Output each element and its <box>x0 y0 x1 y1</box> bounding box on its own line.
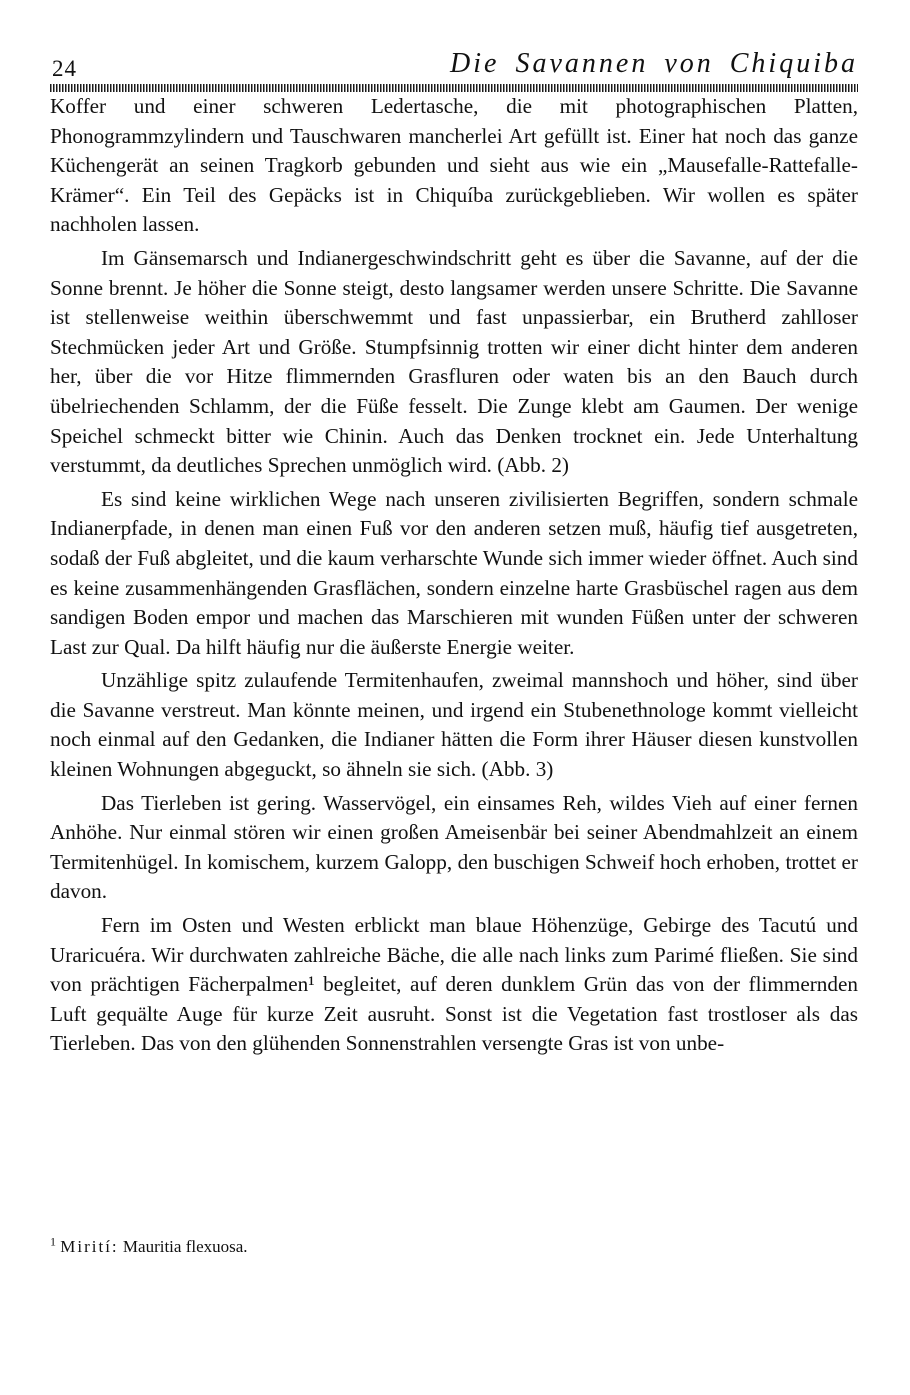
paragraph-4: Unzählige spitz zulaufende Termitenhaufen, zweimal mannshoch und höher, sind über die Savanne verstreut. Man könnte meinen, und irgend ein Stubenethnologe kommt vielleicht noch einmal auf den Gedanken, die Indianer hätten die Form ihrer Häuser diesen kunstvollen kleinen Wohnungen abgeguckt, so ähneln sie sich. (Abb. 3) <box>50 668 858 782</box>
paragraph-5: Das Tierleben ist gering. Wasservögel, ein einsames Reh, wildes Vieh auf einer fernen Anhöhe. Nur einmal stören wir einen großen Ameisenbär bei seiner Abendmahlzeit an einem Termitenhügel. In komischem, kurzem Galopp, den buschigen Schweif hoch erhoben, trottet er davon. <box>50 790 858 904</box>
paragraph-1: Koffer und einer schweren Ledertasche, die mit photographischen Platten, Phonogrammzylindern und Tauschwaren mancherlei Art gefüllt ist. Einer hat noch das ganze Küchengerät an seinen Tragkorb gebunden und sieht aus wie ein „Mausefalle-Rattefalle-Krämer“. Ein Teil des Gepäcks ist in Chiquíba zurückgeblieben. Wir wollen es später nachholen lassen. <box>50 94 858 237</box>
page-header <box>50 46 858 82</box>
header-rule <box>50 84 858 92</box>
page-number: 24 <box>52 56 77 81</box>
footnote-term: Mirití: <box>60 1237 119 1256</box>
paragraph-6: Fern im Osten und Westen erblickt man blaue Höhenzüge, Gebirge des Tacutú und Uraricuéra. Wir durchwaten zahlreiche Bäche, die alle nach links zum Parimé fließen. Sie sind von prächtigen Fächerpalmen¹ begleitet, auf deren dunklem Grün das von der flimmernden Luft gequälte Auge für kurze Zeit ausruht. Sonst ist die Vegetation fast trostloser als das Tierleben. Das von den glühenden Sonnenstrahlen versengte Gras ist von unbe- <box>50 913 858 1056</box>
footnote <box>50 1236 858 1258</box>
paragraph-2: Im Gänsemarsch und Indianergeschwindschritt geht es über die Savanne, auf der die Sonne brennt. Je höher die Sonne steigt, desto langsamer werden unsere Schritte. Die Savanne ist stellenweise weithin überschwemmt und fast unpassierbar, ein Brutherd zahlloser Stechmücken jeder Art und Größe. Stumpfsinnig trotten wir einer dicht hinter dem anderen her, über die vor Hitze flimmernden Grasfluren oder waten bis an den Bauch durch übelriechenden Schlamm, der die Füße fesselt. Die Zunge klebt am Gaumen. Der wenige Speichel schmeckt bitter wie Chinin. Auch das Denken trocknet ein. Jede Unterhaltung verstummt, da deutliches Sprechen unmöglich wird. (Abb. 2) <box>50 245 858 478</box>
paragraph-3: Es sind keine wirklichen Wege nach unseren zivilisierten Begriffen, sondern schmale Indianerpfade, in denen man einen Fuß vor den anderen setzen muß, häufig tief ausgetreten, sodaß der Fuß abgleitet, und die kaum verharschte Wunde sich immer wieder öffnet. Auch sind es keine zusammenhängenden Grasflächen, sondern einzelne harte Grasbüschel ragen aus dem sandigen Boden empor und machen das Marschieren mit wunden Füßen unter der schweren Last zur Qual. Da hilft häufig nur die äußerste Energie weiter. <box>50 486 858 659</box>
footnote-text: Mauritia flexuosa. <box>122 1237 248 1256</box>
footnote-marker: 1 <box>50 1234 56 1249</box>
running-title: Die Savannen von Chiquiba <box>450 48 858 79</box>
body-text <box>50 92 858 1063</box>
